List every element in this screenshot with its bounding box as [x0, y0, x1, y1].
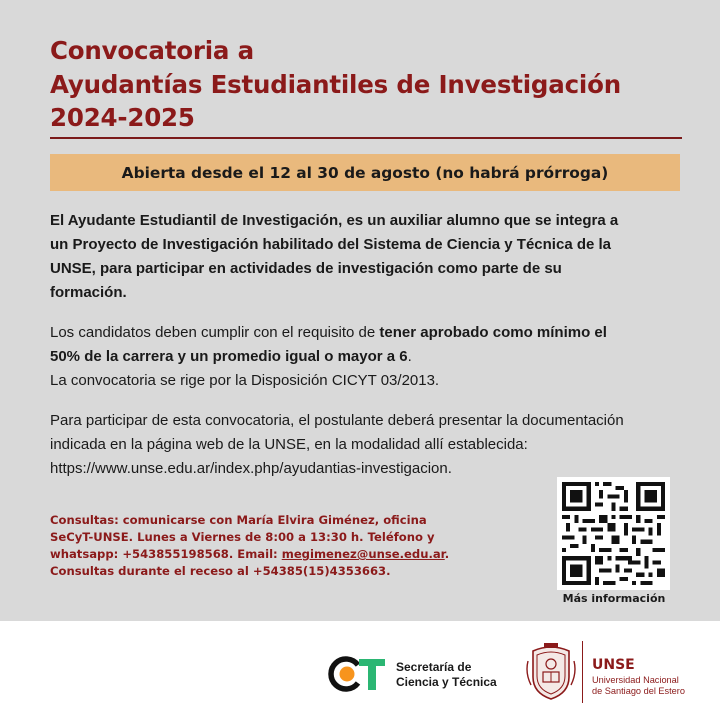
requirements-paragraph	[50, 321, 671, 393]
email-link[interactable]: megimenez@unse.edu.ar	[281, 547, 445, 561]
secretaria-text	[396, 660, 497, 690]
title-line-1: Convocatoria a	[50, 36, 254, 65]
unse-crest-icon	[525, 641, 577, 703]
secyt-logo-icon	[328, 656, 388, 692]
requirements-highlight: 50% de la carrera y un promedio igual o mayor a 6	[50, 348, 408, 365]
title-divider	[50, 137, 682, 139]
requirements-line-2	[50, 345, 671, 369]
unse-acronym: UNSE	[592, 657, 635, 673]
qr-label: Más información	[562, 592, 666, 605]
description-line: El Ayudante Estudiantil de Investigación, es un auxiliar alumno que se integra a	[50, 212, 619, 229]
requirements-line-1	[50, 321, 671, 345]
title-line-2: Ayudantías Estudiantiles de Investigación	[50, 69, 621, 99]
qr-code-graphic	[562, 482, 665, 585]
secretaria-line-1: Secretaría de	[396, 660, 472, 674]
secretaria-line-2: Ciencia y Técnica	[396, 675, 497, 689]
qr-code[interactable]	[557, 477, 670, 590]
description-line: formación.	[50, 284, 127, 301]
contact-line-3	[50, 546, 470, 563]
unse-full-line-1: Universidad Nacional	[592, 675, 679, 685]
instructions-line: indicada en la página web de la UNSE, en la modalidad allí establecida:	[50, 436, 528, 453]
contact-phone: whatsapp: +543855198568. Email:	[50, 547, 282, 561]
instructions-url[interactable]: https://www.unse.edu.ar/index.php/ayudantias-investigacion.	[50, 460, 452, 477]
instructions-paragraph	[50, 409, 671, 481]
description-paragraph	[50, 209, 671, 305]
unse-full-name	[592, 675, 685, 697]
description-line: un Proyecto de Investigación habilitado del Sistema de Ciencia y Técnica de la	[50, 236, 612, 253]
description-line: UNSE, para participar en actividades de investigación como parte de su	[50, 260, 562, 277]
unse-full-line-2: de Santiago del Estero	[592, 686, 685, 696]
page-title	[50, 34, 680, 135]
contact-info	[50, 512, 470, 580]
deadline-text: Abierta desde el 12 al 30 de agosto (no habrá prórroga)	[121, 163, 609, 182]
regulation-line: La convocatoria se rige por la Disposición CICYT 03/2013.	[50, 372, 440, 389]
contact-line-2: SeCyT-UNSE. Lunes a Viernes de 8:00 a 13:30 h. Teléfono y	[50, 530, 435, 544]
requirements-text: .	[407, 348, 412, 365]
contact-punct: .	[444, 547, 450, 561]
instructions-line: Para participar de esta convocatoria, el postulante deberá presentar la documentación	[50, 412, 624, 429]
title-line-3: 2024-2025	[50, 103, 195, 132]
deadline-banner	[50, 154, 680, 191]
requirements-highlight: tener aprobado como mínimo el	[379, 324, 607, 341]
contact-line-1: Consultas: comunicarse con María Elvira Giménez, oficina	[50, 513, 427, 527]
logo-divider	[582, 641, 583, 703]
requirements-text: Los candidatos deben cumplir con el requisito de	[50, 324, 380, 341]
contact-line-4: Consultas durante el receso al +54385(15)4353663.	[50, 564, 391, 578]
